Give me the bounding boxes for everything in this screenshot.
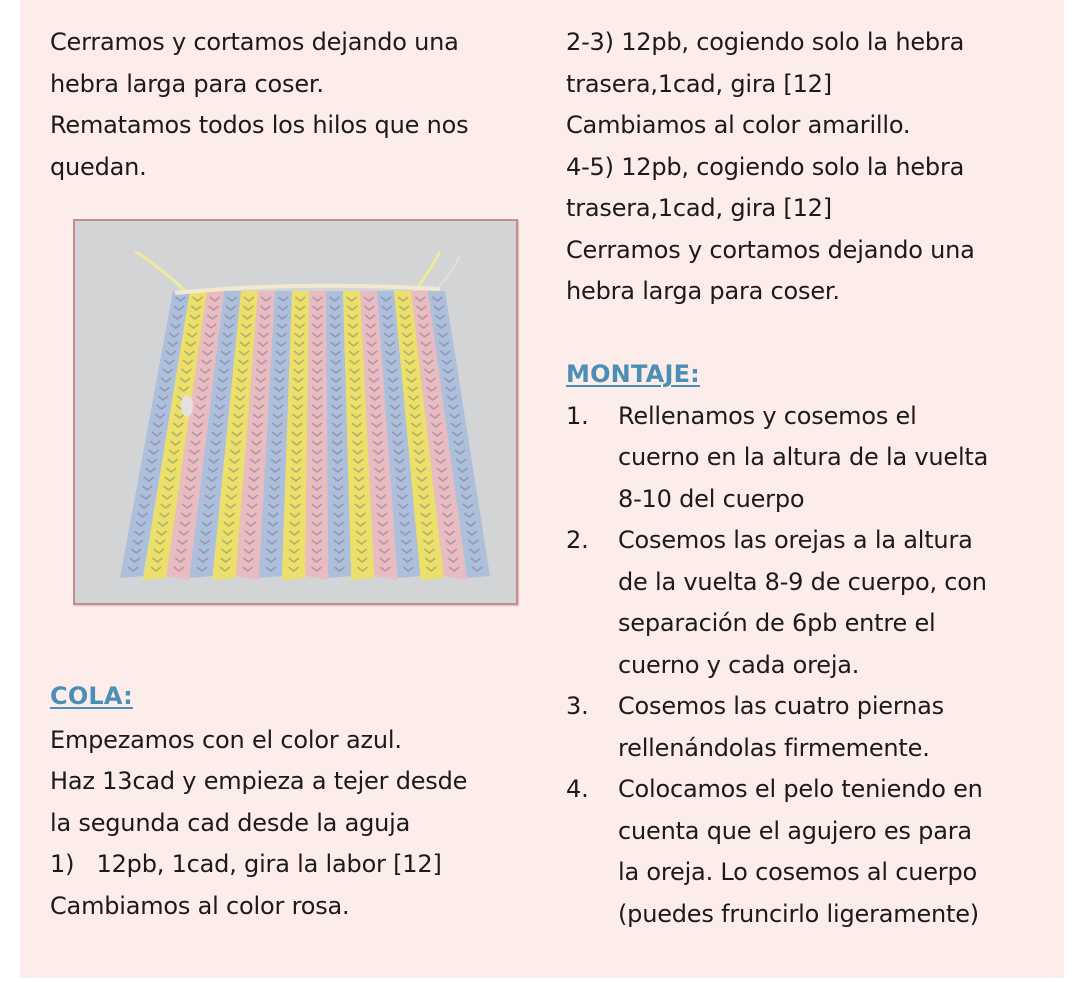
left-column <box>50 22 550 188</box>
text-line: hebra larga para coser. <box>50 69 324 98</box>
text-line: trasera,1cad, gira [12] <box>566 69 832 98</box>
spacer <box>566 313 1056 355</box>
montaje-step-2 <box>566 520 1056 686</box>
text-line: rellenándolas firmemente. <box>618 733 930 762</box>
text-line: de la vuelta 8-9 de cuerpo, con <box>618 567 987 596</box>
right-column <box>566 22 1056 935</box>
montaje-step-1 <box>566 396 1056 521</box>
text-line: 1) 12pb, 1cad, gira la labor [12] <box>50 850 442 878</box>
text-line: Cerramos y cortamos dejando una <box>50 28 459 56</box>
step-number: 3. <box>566 692 589 720</box>
text-line: cuerno y cada oreja. <box>618 650 860 679</box>
text-line: Colocamos el pelo teniendo en <box>618 775 983 803</box>
text-line: separación de 6pb entre el <box>618 609 936 637</box>
text-line: Cosemos las cuatro piernas <box>618 692 944 720</box>
text-line: 4-5) 12pb, cogiendo solo la hebra <box>566 152 965 181</box>
text-line: Cambiamos al color rosa. <box>50 891 350 920</box>
text-line: la segunda cad desde la aguja <box>50 808 411 837</box>
text-line: Haz 13cad y empieza a tejer desde <box>50 767 468 795</box>
montaje-step-4 <box>566 769 1056 935</box>
text-line: Cosemos las orejas a la altura <box>618 526 973 554</box>
montaje-header: MONTAJE: <box>566 360 700 388</box>
text-line: Cerramos y cortamos dejando una <box>566 235 975 264</box>
text-line: Cambiamos al color amarillo. <box>566 111 911 139</box>
text-line: la oreja. Lo cosemos al cuerpo <box>618 858 977 886</box>
montaje-step-3 <box>566 686 1056 769</box>
text-line: trasera,1cad, gira [12] <box>566 194 832 222</box>
cola-section <box>50 676 550 927</box>
cola-header: COLA: <box>50 682 133 710</box>
text-line: cuerno en la altura de la vuelta <box>618 443 989 471</box>
text-line: Rellenamos y cosemos el <box>618 401 917 430</box>
text-line: Rematamos todos los hilos que nos <box>50 111 469 139</box>
text-line: hebra larga para coser. <box>566 277 840 305</box>
text-line: 2-3) 12pb, cogiendo solo la hebra <box>566 28 965 56</box>
text-line: (puedes fruncirlo ligeramente) <box>618 899 979 928</box>
text-line: 8-10 del cuerpo <box>618 484 805 513</box>
step-number: 4. <box>566 775 589 803</box>
step-number: 2. <box>566 526 589 554</box>
text-line: cuenta que el agujero es para <box>618 816 972 845</box>
text-line: quedan. <box>50 152 147 181</box>
crochet-photo <box>73 219 518 605</box>
striped-crochet-piece-image <box>95 251 500 591</box>
text-line: Empezamos con el color azul. <box>50 725 402 754</box>
pattern-page <box>20 0 1064 978</box>
step-number: 1. <box>566 401 589 430</box>
